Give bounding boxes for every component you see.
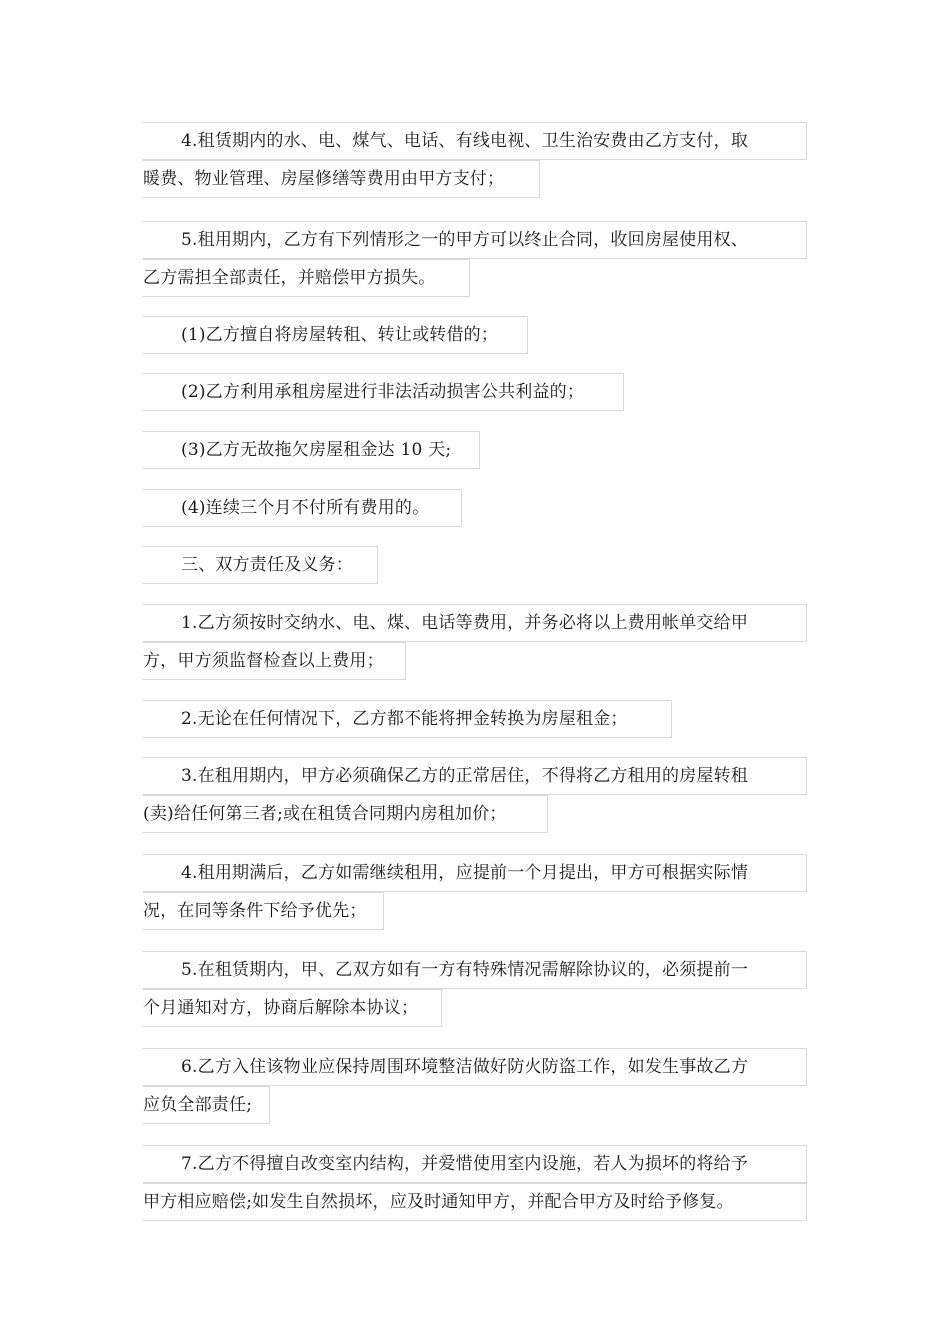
clause-paragraph bbox=[143, 489, 807, 527]
text-line: 1.乙方须按时交纳水、电、煤、电话等费用，并务必将以上费用帐单交给甲 bbox=[143, 604, 807, 642]
text-line: 7.乙方不得擅自改变室内结构，并爱惜使用室内设施，若人为损坏的将给予 bbox=[143, 1145, 807, 1183]
text-line: 应负全部责任; bbox=[143, 1086, 807, 1124]
text-line: 3.在租用期内，甲方必须确保乙方的正常居住，不得将乙方租用的房屋转租 bbox=[143, 757, 807, 795]
text-line: (卖)给任何第三者;或在租赁合同期内房租加价； bbox=[143, 795, 807, 833]
text-line: 三、双方责任及义务： bbox=[143, 546, 807, 584]
section-heading bbox=[143, 546, 807, 584]
text-line: 6.乙方入住该物业应保持周围环境整洁做好防火防盗工作，如发生事故乙方 bbox=[143, 1048, 807, 1086]
text-line: 4.租用期满后，乙方如需继续租用，应提前一个月提出，甲方可根据实际情 bbox=[143, 854, 807, 892]
clause-paragraph bbox=[143, 1145, 807, 1221]
text-line: 5.租用期内，乙方有下列情形之一的甲方可以终止合同，收回房屋使用权、 bbox=[143, 221, 807, 259]
text-line: 方，甲方须监督检查以上费用； bbox=[143, 642, 807, 680]
text-line: 4.租赁期内的水、电、煤气、电话、有线电视、卫生治安费由乙方支付，取 bbox=[143, 122, 807, 160]
text-line: (3)乙方无故拖欠房屋租金达 10 天; bbox=[143, 431, 807, 469]
clause-paragraph bbox=[143, 221, 807, 297]
text-line: 2.无论在任何情况下，乙方都不能将押金转换为房屋租金； bbox=[143, 700, 807, 738]
clause-paragraph bbox=[143, 431, 807, 469]
text-line: 甲方相应赔偿;如发生自然损坏，应及时通知甲方，并配合甲方及时给予修复。 bbox=[143, 1183, 807, 1221]
clause-paragraph bbox=[143, 854, 807, 930]
text-line: (4)连续三个月不付所有费用的。 bbox=[143, 489, 807, 527]
text-line: 况，在同等条件下给予优先； bbox=[143, 892, 807, 930]
clause-paragraph bbox=[143, 700, 807, 738]
text-line: 5.在租赁期内，甲、乙双方如有一方有特殊情况需解除协议的，必须提前一 bbox=[143, 951, 807, 989]
clause-paragraph bbox=[143, 604, 807, 680]
text-line: 暖费、物业管理、房屋修缮等费用由甲方支付； bbox=[143, 160, 807, 198]
text-line: (1)乙方擅自将房屋转租、转让或转借的； bbox=[143, 316, 807, 354]
clause-paragraph bbox=[143, 373, 807, 411]
clause-paragraph bbox=[143, 757, 807, 833]
text-line: (2)乙方利用承租房屋进行非法活动损害公共利益的； bbox=[143, 373, 807, 411]
text-line: 个月通知对方，协商后解除本协议； bbox=[143, 989, 807, 1027]
clause-paragraph bbox=[143, 1048, 807, 1124]
text-line: 乙方需担全部责任，并赔偿甲方损失。 bbox=[143, 259, 807, 297]
clause-paragraph bbox=[143, 122, 807, 198]
clause-paragraph bbox=[143, 951, 807, 1027]
clause-paragraph bbox=[143, 316, 807, 354]
